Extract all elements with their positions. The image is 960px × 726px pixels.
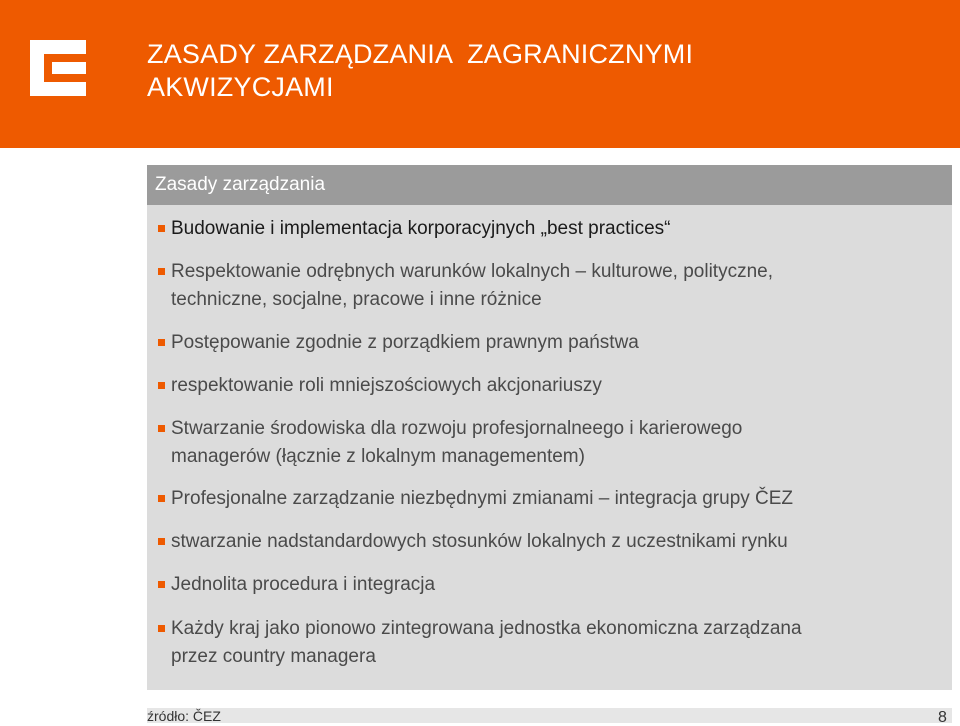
- bullet-line: Postępowanie zgodnie z porządkiem prawnym państwa: [171, 332, 639, 353]
- bullet-line: przez country managera: [171, 646, 376, 667]
- panel-title: Zasady zarządzania: [155, 174, 326, 195]
- bullet-line: stwarzanie nadstandardowych stosunków lokalnych z uczestnikami rynku: [171, 531, 788, 552]
- bullet-text: [171, 329, 941, 357]
- source-note: źródło: ČEZ: [147, 708, 221, 724]
- page-title: [147, 38, 927, 104]
- content-panel: [147, 165, 952, 690]
- bullet-text: [171, 215, 941, 243]
- bullet-line: techniczne, socjalne, pracowe i inne różnice: [171, 289, 542, 310]
- bullet-line: respektowanie roli mniejszościowych akcjonariuszy: [171, 375, 602, 396]
- bullet-icon: [158, 268, 165, 275]
- bullet-icon: [158, 339, 165, 346]
- bullet-icon: [158, 581, 165, 588]
- bullet-line: Każdy kraj jako pionowo zintegrowana jednostka ekonomiczna zarządzana: [171, 618, 802, 639]
- title-line-1: ZASADY ZARZĄDZANIA ZAGRANICZNYMI: [147, 39, 694, 69]
- bullet-text: [171, 615, 941, 671]
- bullet-icon: [158, 625, 165, 632]
- cez-logo-icon: [30, 40, 86, 96]
- bullet-line: managerów (łącznie z lokalnym managementem): [171, 446, 585, 467]
- bullet-text: [171, 485, 941, 513]
- bullet-icon: [158, 538, 165, 545]
- bullet-icon: [158, 425, 165, 432]
- bullet-icon: [158, 225, 165, 232]
- bullet-line: Respektowanie odrębnych warunków lokalnych – kulturowe, polityczne,: [171, 261, 773, 282]
- bullet-text: [171, 571, 941, 599]
- page-number: 8: [938, 709, 947, 726]
- bullet-line: Profesjonalne zarządzanie niezbędnymi zmianami – integracja grupy ČEZ: [171, 488, 794, 509]
- bullet-line: Jednolita procedura i integracja: [171, 574, 436, 595]
- header-banner: [0, 0, 960, 148]
- bullet-line: Budowanie i implementacja korporacyjnych „best practices“: [171, 218, 671, 239]
- bullet-text: [171, 372, 941, 400]
- title-line-2: AKWIZYCJAMI: [147, 72, 334, 102]
- footer-strip: [147, 708, 952, 723]
- bullet-text: [171, 415, 941, 471]
- bullet-text: [171, 528, 941, 556]
- bullet-icon: [158, 382, 165, 389]
- bullet-text: [171, 258, 941, 314]
- bullet-icon: [158, 495, 165, 502]
- panel-header: [147, 165, 952, 205]
- bullet-line: Stwarzanie środowiska dla rozwoju profesjornalneego i karierowego: [171, 418, 743, 439]
